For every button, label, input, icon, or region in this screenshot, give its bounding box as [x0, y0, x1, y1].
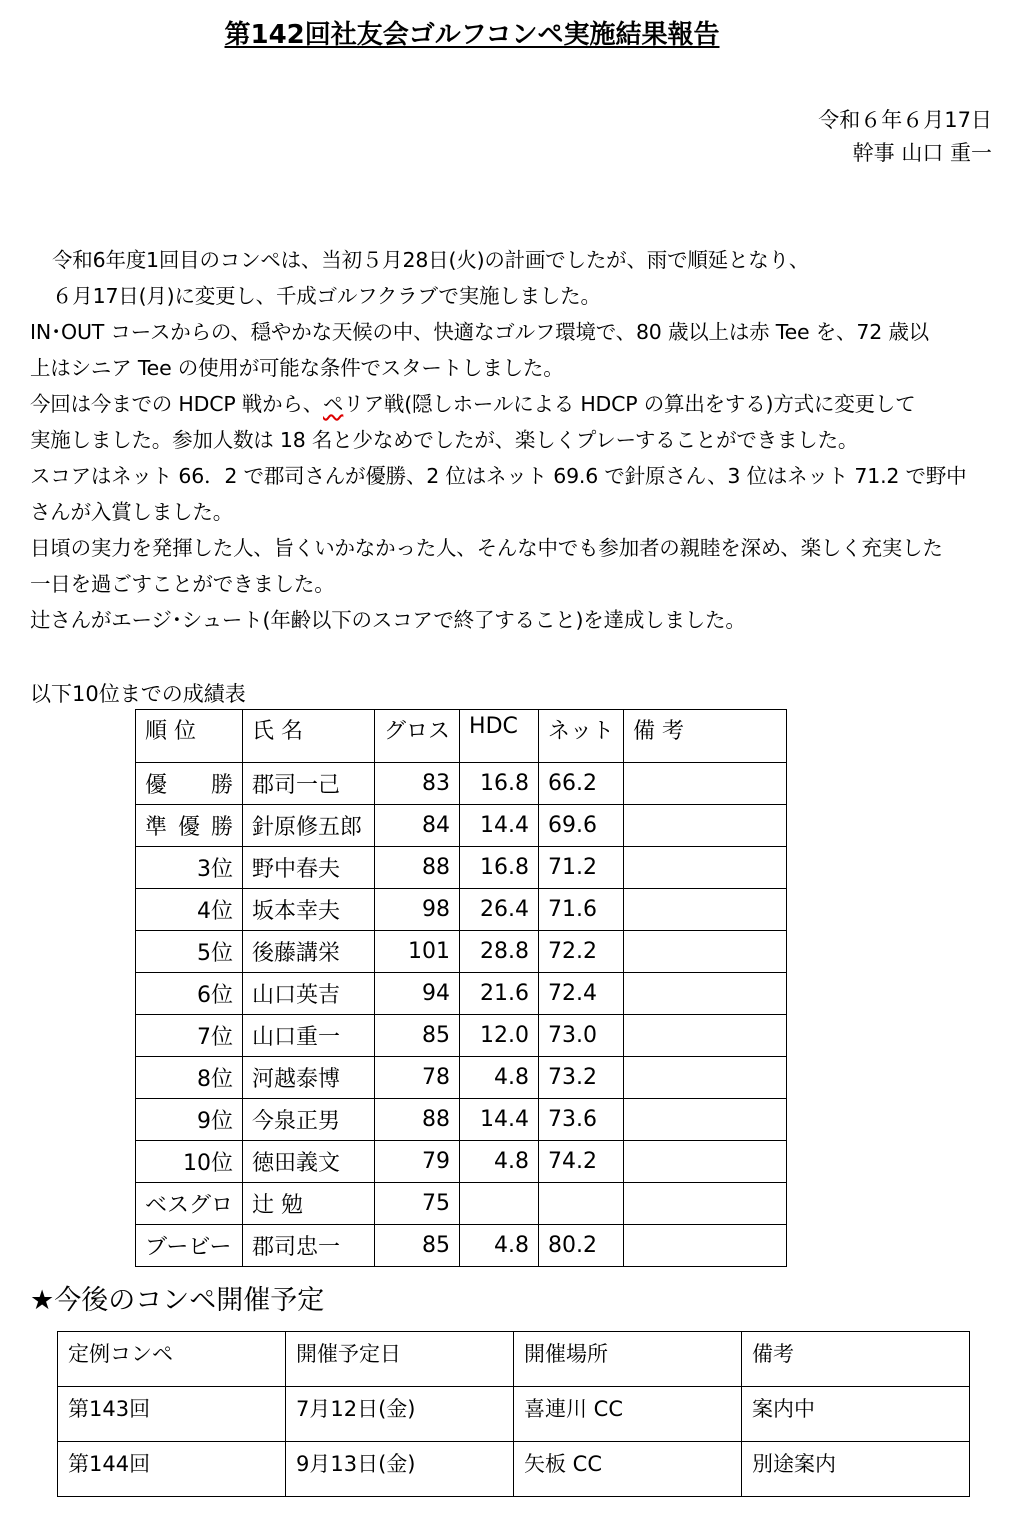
table-row: [136, 1057, 787, 1099]
cell-rank: 6位: [136, 973, 243, 1015]
cell-name: 河越泰博: [243, 1057, 375, 1099]
cell-name: 山口重一: [243, 1015, 375, 1057]
results-caption: 以下10位までの成績表: [30, 682, 246, 706]
header-event: 定例コンペ: [58, 1332, 286, 1387]
cell-note: 案内中: [742, 1387, 970, 1442]
cell-name: 郡司忠一: [243, 1225, 375, 1267]
cell-rank: 3位: [136, 847, 243, 889]
cell-rank: 優 勝: [136, 763, 243, 805]
body-line: スコアはネット 66．2 で郡司さんが優勝、2 位はネット 69.6 で針原さん、3 位はネット 71.2 で野中: [30, 464, 967, 488]
cell-rank: 準 優 勝: [136, 805, 243, 847]
cell-gross: 88: [375, 1099, 460, 1141]
cell-note: [624, 889, 787, 931]
cell-hdc: 12.0: [460, 1015, 539, 1057]
body-line: 実施しました。参加人数は 18 名と少なめでしたが、楽しくプレーすることができました。: [30, 428, 859, 452]
body-line: 日頃の実力を発揮した人、旨くいかなかった人、そんな中でも参加者の親睦を深め、楽しく充実した: [30, 536, 943, 560]
cell-gross: 79: [375, 1141, 460, 1183]
header-name: 氏 名: [243, 710, 375, 763]
cell-name: 後藤講栄: [243, 931, 375, 973]
cell-net: 74.2: [539, 1141, 624, 1183]
cell-rank: 10位: [136, 1141, 243, 1183]
cell-net: 73.6: [539, 1099, 624, 1141]
cell-hdc: 16.8: [460, 847, 539, 889]
cell-name: 郡司一己: [243, 763, 375, 805]
results-header-row: [136, 710, 787, 763]
cell-gross: 85: [375, 1015, 460, 1057]
body-line: IN･OUT コースからの、穏やかな天候の中、快適なゴルフ環境で、80 歳以上は赤 Tee を、72 歳以: [30, 320, 929, 344]
cell-rank: ブービー: [136, 1225, 243, 1267]
table-row: [136, 805, 787, 847]
cell-gross: 101: [375, 931, 460, 973]
cell-net: 71.6: [539, 889, 624, 931]
cell-hdc: 4.8: [460, 1141, 539, 1183]
cell-gross: 83: [375, 763, 460, 805]
table-row: [136, 1099, 787, 1141]
cell-net: 71.2: [539, 847, 624, 889]
cell-gross: 85: [375, 1225, 460, 1267]
cell-net: 80.2: [539, 1225, 624, 1267]
cell-hdc: 14.4: [460, 805, 539, 847]
table-row: [136, 931, 787, 973]
body-line: ６月17日(月)に変更し、千成ゴルフクラブで実施しました。: [52, 284, 601, 308]
cell-note: 別途案内: [742, 1442, 970, 1497]
table-row: [136, 847, 787, 889]
body-line: さんが入賞しました。: [30, 500, 233, 524]
header-net: ネット: [539, 710, 624, 763]
cell-gross: 84: [375, 805, 460, 847]
cell-date: 9月13日(金): [286, 1442, 514, 1497]
cell-gross: 88: [375, 847, 460, 889]
body-line: 令和6年度1回目のコンペは、当初５月28日(火)の計画でしたが、雨で順延となり、: [52, 248, 810, 272]
table-row: [136, 889, 787, 931]
cell-name: 辻 勉: [243, 1183, 375, 1225]
cell-event: 第144回: [58, 1442, 286, 1497]
cell-gross: 98: [375, 889, 460, 931]
cell-note: [624, 931, 787, 973]
cell-note: [624, 1057, 787, 1099]
cell-note: [624, 763, 787, 805]
body-line: 辻さんがエージ･シュート(年齢以下のスコアで終了すること)を達成しました。: [30, 608, 746, 632]
cell-hdc: 16.8: [460, 763, 539, 805]
cell-note: [624, 1015, 787, 1057]
cell-net: 73.0: [539, 1015, 624, 1057]
table-row: [58, 1387, 970, 1442]
cell-rank: ベスグロ: [136, 1183, 243, 1225]
schedule-table: [57, 1331, 970, 1497]
table-row: [136, 1225, 787, 1267]
table-row: [136, 1183, 787, 1225]
body-line: 上はシニア Tee の使用が可能な条件でスタートしました。: [30, 356, 564, 380]
header-note: 備考: [742, 1332, 970, 1387]
cell-note: [624, 1225, 787, 1267]
cell-hdc: 26.4: [460, 889, 539, 931]
report-meta: [818, 104, 992, 170]
header-date: 開催予定日: [286, 1332, 514, 1387]
table-row: [136, 763, 787, 805]
report-title: 第142回社友会ゴルフコンペ実施結果報告: [224, 20, 720, 50]
cell-note: [624, 1099, 787, 1141]
cell-hdc: 4.8: [460, 1057, 539, 1099]
cell-gross: 75: [375, 1183, 460, 1225]
cell-gross: 78: [375, 1057, 460, 1099]
cell-hdc: 4.8: [460, 1225, 539, 1267]
header-gross: グロス: [375, 710, 460, 763]
cell-rank: 7位: [136, 1015, 243, 1057]
schedule-heading: ★今後のコンペ開催予定: [30, 1285, 325, 1316]
cell-gross: 94: [375, 973, 460, 1015]
cell-hdc: 21.6: [460, 973, 539, 1015]
cell-note: [624, 847, 787, 889]
header-venue: 開催場所: [514, 1332, 742, 1387]
cell-net: 66.2: [539, 763, 624, 805]
cell-name: 今泉正男: [243, 1099, 375, 1141]
header-note: 備 考: [624, 710, 787, 763]
body-segment: 今回は今までの HDCP 戦から、: [30, 392, 324, 416]
cell-net: 73.2: [539, 1057, 624, 1099]
cell-net: [539, 1183, 624, 1225]
cell-name: 野中春夫: [243, 847, 375, 889]
cell-name: 山口英吉: [243, 973, 375, 1015]
cell-date: 7月12日(金): [286, 1387, 514, 1442]
table-row: [58, 1442, 970, 1497]
results-table: [135, 709, 787, 1267]
cell-note: [624, 805, 787, 847]
cell-rank: 5位: [136, 931, 243, 973]
table-row: [136, 1015, 787, 1057]
body-line: [30, 386, 1000, 422]
cell-net: 72.2: [539, 931, 624, 973]
cell-venue: 喜連川 CC: [514, 1387, 742, 1442]
cell-hdc: 28.8: [460, 931, 539, 973]
cell-net: 69.6: [539, 805, 624, 847]
cell-rank: 4位: [136, 889, 243, 931]
cell-name: 針原修五郎: [243, 805, 375, 847]
report-body: [30, 242, 1000, 638]
table-row: [136, 1141, 787, 1183]
report-author: 幹事 山口 重一: [852, 141, 992, 165]
cell-rank: 9位: [136, 1099, 243, 1141]
table-row: [136, 973, 787, 1015]
schedule-header-row: [58, 1332, 970, 1387]
cell-hdc: 14.4: [460, 1099, 539, 1141]
cell-note: [624, 973, 787, 1015]
cell-net: 72.4: [539, 973, 624, 1015]
body-line: 一日を過ごすことができました。: [30, 572, 335, 596]
cell-rank: 8位: [136, 1057, 243, 1099]
spellcheck-mark: ペ: [323, 392, 344, 416]
cell-note: [624, 1141, 787, 1183]
report-date: 令和６年６月17日: [818, 108, 992, 132]
cell-venue: 矢板 CC: [514, 1442, 742, 1497]
cell-hdc: [460, 1183, 539, 1225]
cell-name: 徳田義文: [243, 1141, 375, 1183]
header-hdc: HDC: [460, 710, 539, 763]
cell-event: 第143回: [58, 1387, 286, 1442]
cell-name: 坂本幸夫: [243, 889, 375, 931]
header-rank: 順 位: [136, 710, 243, 763]
cell-note: [624, 1183, 787, 1225]
body-segment: リア戦(隠しホールによる HDCP の算出をする)方式に変更して: [343, 392, 916, 416]
